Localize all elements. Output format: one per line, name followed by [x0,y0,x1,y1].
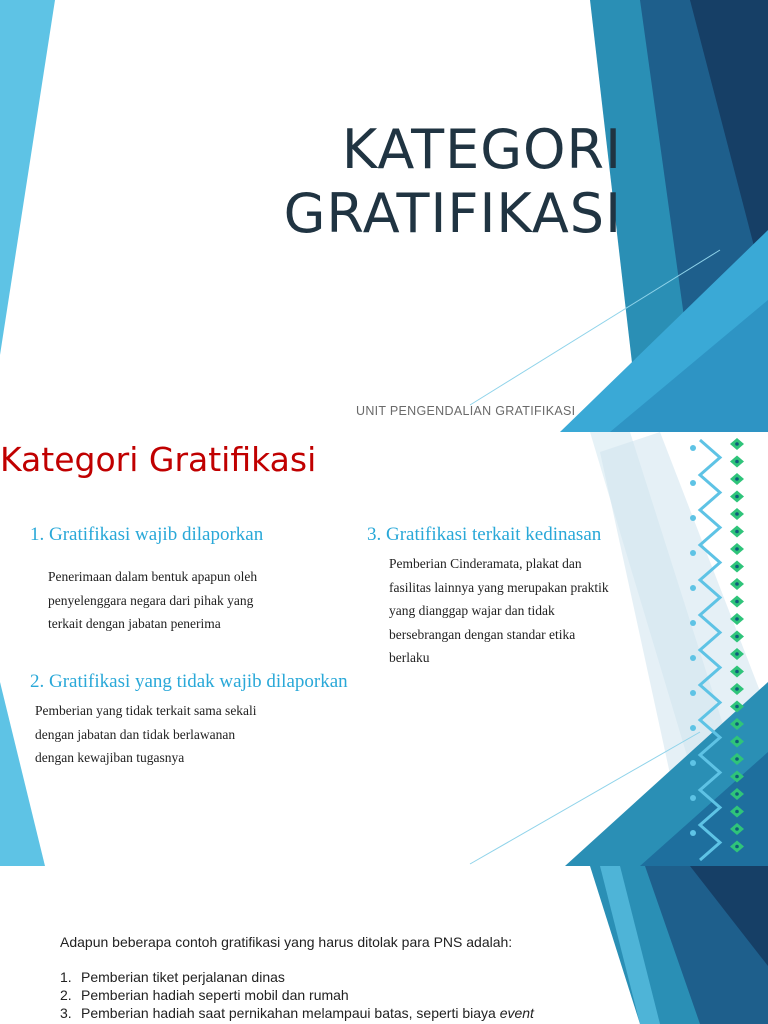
slide-title: Kategori Gratifikasi [0,440,317,479]
pattern-dot [735,495,739,499]
pattern-dot [735,792,739,796]
description-line: Pemberian yang tidak terkait sama sekali [35,703,257,718]
pattern-dot [735,687,739,691]
pattern-bead [690,445,696,451]
pattern-dot [735,582,739,586]
pattern-dot [735,845,739,849]
description-line: dengan jabatan dan tidak berlawanan [35,726,236,742]
list-number: 1. [60,969,72,985]
description-line: Penerimaan dalam bentuk apapun oleh [48,569,258,584]
list-text: Pemberian tiket perjalanan dinas [81,969,285,985]
pattern-dot [735,670,739,674]
category-3-description [389,552,609,670]
title-slide [0,0,768,432]
pattern-bead [690,725,696,731]
pattern-dot [735,740,739,744]
list-text-italic: event [499,1005,534,1021]
pattern-dot [735,442,739,446]
description-line: dengan kewajiban tugasnya [35,750,185,765]
examples-intro: Adapun beberapa contoh gratifikasi yang harus ditolak para PNS adalah: [60,934,513,950]
description-line: Pemberian Cinderamata, plakat dan [389,556,582,571]
description-line: fasilitas lainnya yang merupakan praktik [389,579,609,595]
pattern-dot [735,512,739,516]
presentation-title [284,118,622,246]
category-1-heading: 1. Gratifikasi wajib dilaporkan [30,524,264,545]
category-1-description [48,565,257,636]
subtitle: UNIT PENGENDALIAN GRATIFIKASI [356,404,576,418]
pattern-dot [735,530,739,534]
pattern-dot [735,547,739,551]
slide2-background [0,432,768,866]
pattern-bead [690,830,696,836]
description-line: berlaku [389,650,430,665]
list-item [60,986,534,1004]
categories-slide [0,432,768,866]
pattern-bead [690,655,696,661]
pattern-dot [735,565,739,569]
pattern-dot [735,705,739,709]
pattern-dot [735,635,739,639]
list-number: 2. [60,987,72,1003]
pattern-bead [690,480,696,486]
pattern-bead [690,690,696,696]
pattern-dot [735,775,739,779]
pattern-dot [735,477,739,481]
pattern-dot [735,652,739,656]
pattern-dot [735,617,739,621]
pattern-bead [690,585,696,591]
pattern-dot [735,827,739,831]
pattern-bead [690,795,696,801]
pattern-bead [690,760,696,766]
pattern-bead [690,550,696,556]
description-line: terkait dengan jabatan penerima [48,616,221,631]
pattern-dot [735,460,739,464]
description-line: bersebrangan dengan standar etika [389,626,576,642]
list-text: Pemberian hadiah saat pernikahan melampaui batas, seperti biaya [81,1005,496,1021]
category-3-heading: 3. Gratifikasi terkait kedinasan [367,524,602,545]
category-2-description [35,699,257,770]
list-item [60,1004,534,1022]
description-line: penyelenggara negara dari pihak yang [48,592,254,608]
pattern-dot [735,600,739,604]
left-triangle-decoration [0,0,55,355]
examples-slide [0,866,768,1024]
description-line: yang dianggap wajar dan tidak [389,603,555,618]
pattern-bead [690,515,696,521]
examples-list [60,968,534,1022]
title-line-2: GRATIFIKASI [283,182,622,245]
pattern-dot [735,722,739,726]
pattern-dot [735,810,739,814]
list-item [60,968,534,986]
list-text: Pemberian hadiah seperti mobil dan rumah [81,987,349,1003]
category-2-heading: 2. Gratifikasi yang tidak wajib dilaporkan [30,671,348,692]
list-number: 3. [60,1005,72,1021]
title-line-1: KATEGORI [341,118,622,181]
pattern-dot [735,757,739,761]
pattern-bead [690,620,696,626]
